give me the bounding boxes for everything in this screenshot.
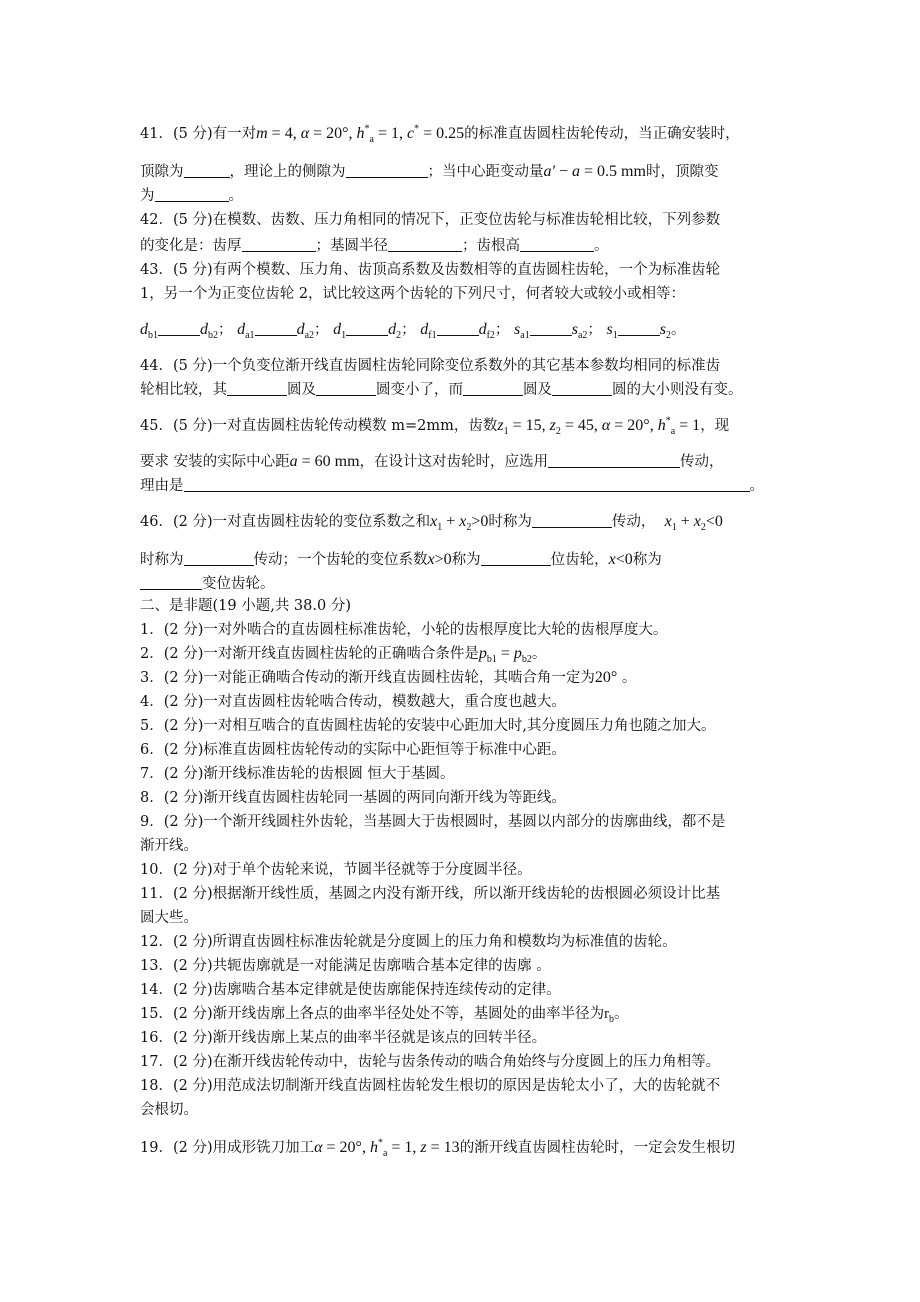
q43-line2 [140,284,685,304]
q43-pair: $s_{a1}$ [514,321,530,342]
tf-text: 。 [621,670,637,686]
q43-text: 1，另一个为正变位齿轮 2，试比较这两个齿轮的下列尺寸，何者较大或较小或相等： [140,286,686,302]
answer-blank[interactable] [184,477,750,492]
q41-equation-2: a′ − a = 0.5 mm [543,163,646,180]
tf-text: 。 [613,1006,629,1022]
q44-line1 [140,356,720,376]
q44-text: 圆变小了，而 [376,382,463,398]
q43-text: 43．(5 分)有两个模数、压力角、齿顶高系数及齿数相等的直齿圆柱齿轮，一个为标准齿轮 [140,262,721,278]
q45-line2 [140,452,724,472]
answer-blank[interactable] [155,187,229,202]
answer-blank[interactable] [140,575,202,590]
answer-blank[interactable] [481,551,551,566]
separator: ； [587,322,602,338]
q43-pair: $d_{f1}$ [420,321,437,342]
q41-text: 的标准直齿圆柱齿轮传动，当正确安装时， [464,126,740,142]
q46-line2 [140,550,662,570]
tf-text: 13．(2 分)共轭齿廓就是一对能满足齿廓啮合基本定律的齿廓 。 [140,958,551,974]
q43-pair: $d_1$ [333,321,347,342]
tf-item-12 [140,932,677,952]
q44-text: 圆的大小则没有变。 [612,382,743,398]
q45-text: 要求 安装的实际中心距 [140,454,290,470]
answer-blank[interactable] [548,453,680,468]
q43-comparisons [140,320,685,340]
tf-item-11 [140,884,720,904]
tf-item-11-cont [140,908,198,928]
q45-text: ，现 [700,418,730,434]
tf-text: 17．(2 分)在渐开线齿轮传动中，齿轮与齿条传动的啮合角始终与分度圆上的压力角相等。 [140,1054,721,1070]
tf-item-18-cont [140,1100,198,1120]
answer-blank[interactable] [158,321,200,336]
q45-text: 。 [749,478,764,494]
q43-pair: $d_{a2}$ [296,321,315,342]
tf-item-7 [140,764,454,784]
q43-pair: $s_1$ [606,321,618,342]
q41-text: 为 [140,188,155,204]
tf-text: 2．(2 分)一对渐开线直齿圆柱齿轮的正确啮合条件是 [140,646,479,662]
tf-item-9 [140,812,725,832]
q46-line1 [140,512,723,532]
tf-item-19 [140,1138,735,1158]
separator: ； [401,322,416,338]
tf-text: 9．(2 分)一个渐开线圆柱外齿轮，当基圆大于齿根圆时，基圆以内部分的齿廓曲线，都不是 [140,814,726,830]
q45-line3 [140,476,764,496]
q46-text: 称为 [632,552,662,568]
tf-item-16 [140,1028,546,1048]
separator: ； [314,322,329,338]
q41-text: 顶隙为 [140,164,184,180]
q41-equation: m = 4, α = 20°, $h^*_a = 1$, c* = 0.25 [256,123,465,146]
q43-line1 [140,260,720,280]
answer-blank[interactable] [346,321,388,336]
tf-item-3 [140,668,636,688]
tf-item-10 [140,860,532,880]
tf-item-6 [140,740,566,760]
answer-blank[interactable] [388,237,462,252]
q46-condition: $x_1 + x_2>0$ [430,513,489,534]
tf-text: 8．(2 分)渐开线直齿圆柱齿轮同一基圆的两同向渐开线为等距线。 [140,790,566,806]
tf-text: 10．(2 分)对于单个齿轮来说，节圆半径就等于分度圆半径。 [140,862,532,878]
tf-text: 渐开线。 [140,838,198,854]
separator: ； [218,322,233,338]
tf-text: 12．(2 分)所谓直齿圆柱标准齿轮就是分度圆上的压力角和模数均为标准值的齿轮。 [140,934,677,950]
q45-equation: $z_1 = 15$, $z_2 = 45$, α = 20°, $h^*_a = 1$ [497,415,701,438]
tf-item-18 [140,1076,720,1096]
q42-text: ；齿根高 [462,238,520,254]
tf-equation: $p_{b1} = p_{b2}$ [478,645,532,666]
tf-item-8 [140,788,566,808]
q41-line3 [140,186,243,206]
q41-text: ；当中心距变动量 [427,164,544,180]
q43-pair: $s_2$ [659,321,671,342]
q46-text: 时称为 [488,514,532,530]
tf-text: 圆大些。 [140,910,198,926]
q43-pair: $d_{a1}$ [237,321,255,342]
tf-text: 15．(2 分)渐开线齿廓上各点的曲率半径处处不等，基圆处的曲率半径为 [140,1006,605,1022]
q46-text: 变位齿轮。 [202,576,275,592]
tf-text: 11．(2 分)根据渐开线性质，基圆之内没有渐开线，所以渐开线齿轮的齿根圆必须设计比基 [140,886,721,902]
q42-text: 的变化是：齿厚 [140,238,242,254]
q41-line2 [140,162,718,182]
q46-condition: $x_1 + x_2<0$ [664,513,723,534]
q46-text: 传动， [611,514,656,530]
tf-item-5 [140,716,715,736]
q43-pair: $s_{a2}$ [571,321,588,342]
tf-text: 6．(2 分)标准直齿圆柱齿轮传动的实际中心距恒等于标准中心距。 [140,742,566,758]
q41-line1 [140,124,740,144]
answer-blank[interactable] [242,237,316,252]
answer-blank[interactable] [520,237,594,252]
tf-text: 4．(2 分)一对直齿圆柱齿轮啮合传动，模数越大，重合度也越大。 [140,694,566,710]
answer-blank[interactable] [316,381,376,396]
tf-text: 5．(2 分)一对相互啮合的直齿圆柱齿轮的安装中心距加大时,其分度圆压力角也随之加大。 [140,718,716,734]
separator: 。 [670,322,686,338]
q42-line1 [140,210,720,230]
q46-text: 位齿轮， [550,552,609,568]
answer-blank[interactable] [530,321,572,336]
q45-line1 [140,416,729,436]
q45-text: 45．(5 分)一对直齿圆柱齿轮传动模数 m=2mm，齿数 [140,418,498,434]
answer-blank[interactable] [346,163,428,178]
q44-text: 圆及 [287,382,316,398]
section-title: 二、是非题(19 小题,共 38.0 分) [140,598,351,614]
q45-text: 理由是 [140,478,184,494]
q41-text: ，理论上的侧隙为 [229,164,346,180]
q43-pair: $d_{f2}$ [478,321,495,342]
q45-text: ，在设计这对齿轮时，应选用 [359,454,549,470]
tf-text: 16．(2 分)渐开线齿廓上某点的曲率半径就是该点的回转半径。 [140,1030,547,1046]
tf-equation: α = 20°, $h^*_a = 1$, z = 13 [314,1137,460,1160]
tf-text: 会根切。 [140,1102,198,1118]
tf-item-2 [140,644,546,664]
answer-blank[interactable] [184,163,230,178]
q46-text: 传动；一个齿轮的变位系数 [253,552,428,568]
q41-text: 。 [228,188,243,204]
q43-pair: $d_{b2}$ [200,321,218,342]
tf-item-17 [140,1052,720,1072]
tf-item-4 [140,692,566,712]
q45-equation-2: a = 60 mm [289,453,360,470]
tf-item-1 [140,620,667,640]
q41-text: 时，顶隙变 [645,164,719,180]
q44-text: 圆及 [523,382,552,398]
q46-text: 时称为 [140,552,184,568]
tf-text: 19．(2 分)用成形铣刀加工 [140,1140,315,1156]
q42-text: 42．(5 分)在模数、齿数、压力角相同的情况下，正变位齿轮与标准齿轮相比较，下列参数 [140,212,721,228]
answer-blank[interactable] [255,321,297,336]
q42-line2 [140,236,609,256]
q46-condition: x<0 [608,551,633,568]
answer-blank[interactable] [184,551,254,566]
tf-item-9-cont [140,836,198,856]
q45-text: 传动， [680,454,724,470]
tf-item-13 [140,956,551,976]
tf-item-14 [140,980,561,1000]
q46-text: 46．(2 分)一对直齿圆柱齿轮的变位系数之和 [140,514,431,530]
q43-pair: $d_{b1}$ [140,321,158,342]
answer-blank[interactable] [532,513,612,528]
answer-blank[interactable] [552,381,612,396]
section-heading [140,596,351,616]
tf-equation: $r_b$ [604,1006,614,1025]
separator: ； [494,322,510,338]
answer-blank[interactable] [437,321,479,336]
q42-text: 。 [594,238,609,254]
q44-text: 44．(5 分)一个负变位渐开线直齿圆柱齿轮同除变位系数外的其它基本参数均相同的标准齿 [140,358,721,374]
tf-text: 1．(2 分)一对外啮合的直齿圆柱标准齿轮，小轮的齿根厚度比大轮的齿根厚度大。 [140,622,668,638]
tf-item-15 [140,1004,628,1024]
tf-text: 18．(2 分)用范成法切制渐开线直齿圆柱齿轮发生根切的原因是齿轮太小了，大的齿轮就不 [140,1078,721,1094]
q46-condition: x>0 [427,551,452,568]
answer-blank[interactable] [463,381,523,396]
q46-text: 称为 [451,552,481,568]
tf-text: 3．(2 分)一对能正确啮合传动的渐开线直齿圆柱齿轮，其啮合角一定为 [140,670,595,686]
q41-text: 41．(5 分)有一对 [140,126,257,142]
answer-blank[interactable] [618,321,660,336]
tf-text: 的渐开线直齿圆柱齿轮时，一定会发生根切 [459,1140,736,1156]
tf-text: 7．(2 分)渐开线标准齿轮的齿根圆 恒大于基圆。 [140,766,455,782]
q44-text: 轮相比较，其 [140,382,227,398]
answer-blank[interactable] [227,381,287,396]
q43-pair: $d_2$ [388,321,402,342]
tf-text: 。 [531,646,547,662]
tf-equation: 20° [594,669,618,686]
tf-text: 14．(2 分)齿廓啮合基本定律就是使齿廓能保持连续传动的定律。 [140,982,561,998]
q44-line2 [140,380,743,400]
q46-line3 [140,574,275,594]
q42-text: ；基圆半径 [315,238,388,254]
